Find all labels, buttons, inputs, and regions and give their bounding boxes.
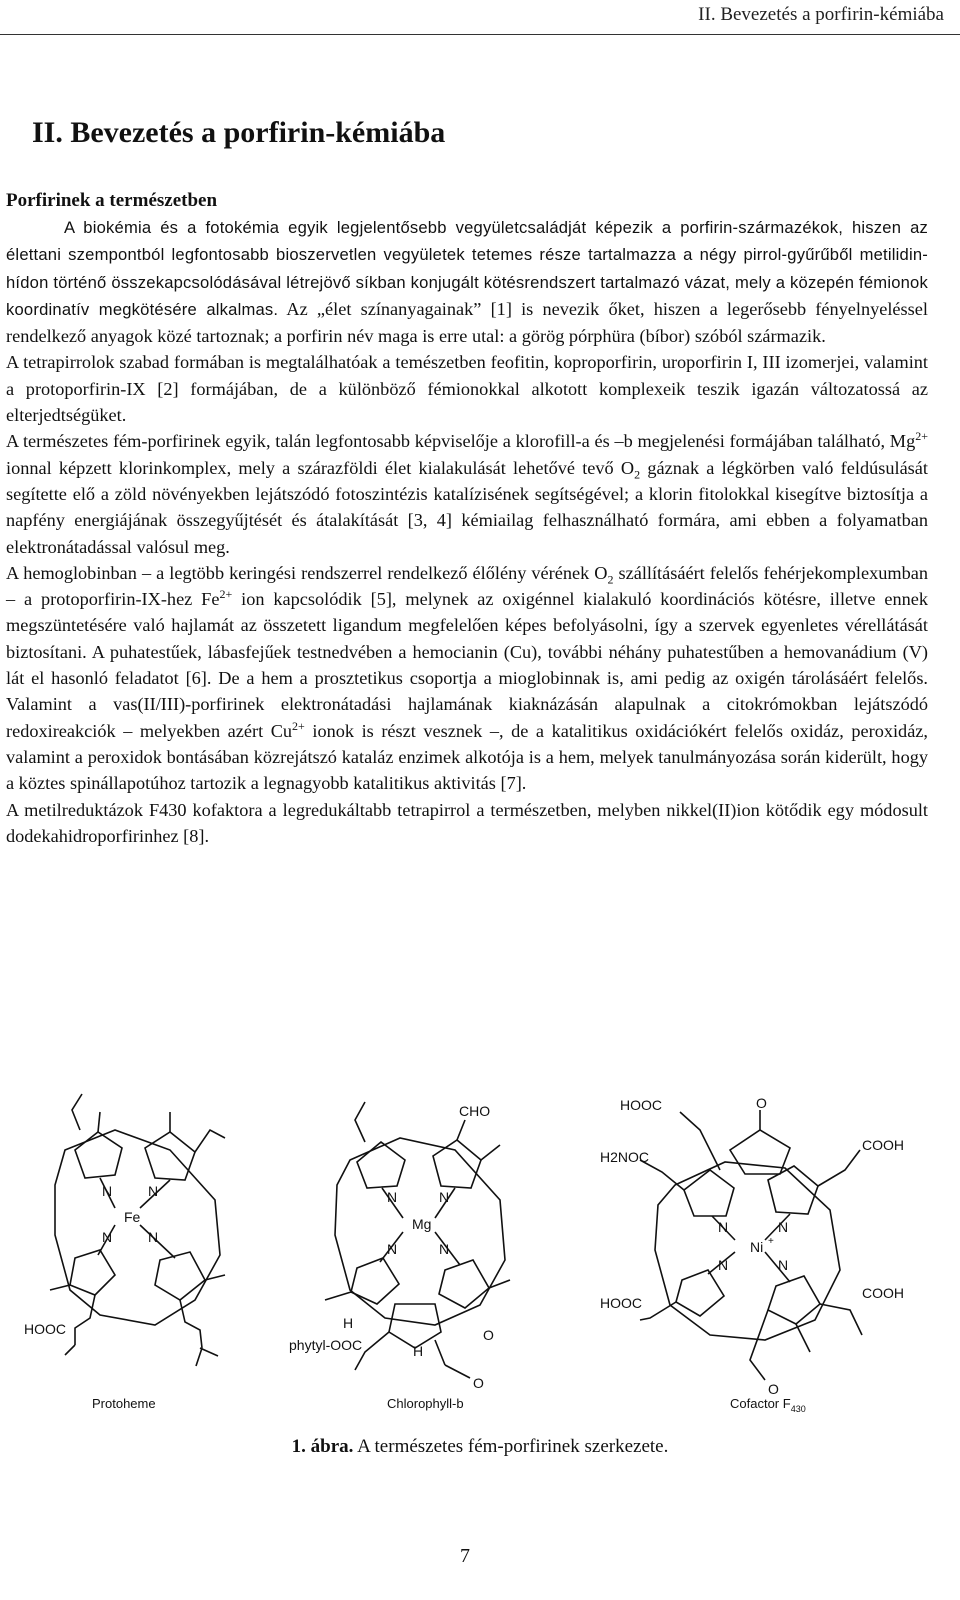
protoheme-n1: N — [102, 1183, 113, 1199]
cofactor-metal-charge: + — [768, 1236, 774, 1247]
paragraph-hemoglobin-text-2: szállításáért felelős fehérjekomplexumban – a protoporfirin-IX-hez Fe — [6, 562, 928, 610]
cofactor-n1: N — [718, 1219, 729, 1235]
cofactor-n3: N — [718, 1257, 729, 1273]
chlorophyll-label: Chlorophyll-b — [387, 1396, 464, 1411]
chlorophyll-h2: H — [343, 1315, 354, 1331]
figure-metal-porphyrins — [0, 1090, 960, 1430]
superscript: 2+ — [219, 587, 233, 602]
subscript: 2 — [634, 467, 641, 482]
chlorophyll-h1: H — [413, 1343, 424, 1359]
paragraph-chlorophyll — [6, 428, 928, 559]
paragraph-chlorophyll-text-1: A természetes fém-porfirinek egyik, talán legfontosabb képviselője a klorofill-a és –b megjelenési formájában található, Mg — [6, 431, 916, 452]
figure-caption-label: 1. ábra. — [291, 1436, 354, 1457]
cofactor-label-main: Cofactor F — [730, 1396, 791, 1411]
chlorophyll-phytyl: phytyl-OOC — [289, 1337, 363, 1353]
paragraph-intro-sans: A biokémia és a fotokémia egyik legjelentősebb vegyületcsaládját képezik a porfirin-származékok, hiszen az élettani szempontból legfontosabb bioszervetlen vegyületek tetemes része tartalmazza a négy pirrol-gyűrűből metilidin-hídon történő összekapcsolódásával létrejövő síkban konjugált kötésrendszert tartalmazó vázat, mely a közepén fémionok koordinatív megkötésére alkalmas. — [6, 218, 928, 319]
chlorophyll-metal: Mg — [412, 1216, 432, 1232]
paragraph-hemoglobin-text-3: ion kapcsolódik [5], melynek az oxigénnel kialakuló koordinációs kötésre, illetve ennek megszüntetésére való hajlamát az összetett ligandum megfelelően képes befolyásolni, így a szervek egyenletes vérellátását biztosítani. A puhatestűek, lábasfejűek testnedvében a hemocianin (Cu), további néhány puhatestűben a hemovanádium (V) lát el hasonló feladatot [6]. De a hem a prosztetikus csoportja a mioglobinnak is, ami pedig az oxigén tárolásáért felelős. Valamint a vas(II/III)-porfirinek elektronátadási hajlamának kiaknázásán alapulnak a citokrómokban lejátszódó redoxireakciók – melyekben azért Cu — [6, 589, 929, 741]
chlorophyll-o1: O — [483, 1327, 494, 1343]
chapter-title: II. Bevezetés a porfirin-kémiába — [32, 116, 446, 149]
chlorophyll-n4: N — [439, 1241, 450, 1257]
cofactor-o-bottom: O — [768, 1381, 779, 1397]
page-number: 7 — [460, 1545, 470, 1567]
protoheme-structure — [20, 1090, 270, 1420]
paragraph-intro — [6, 214, 928, 349]
running-header: II. Bevezetés a porfirin-kémiába — [698, 4, 944, 25]
paragraph-intro-serif: Az „élet színanyagainak” [1] is nevezik őket, hiszen a legerősebb fényelnyeléssel rendelkező anyagok közé tartoznak; a porfirin név maga is erre utal: a görög pórphüra (bíbor) szóból származik. — [6, 298, 928, 347]
paragraph-f430: A metilreduktázok F430 kofaktora a legredukáltabb tetrapirrol a természetben, melyben nikkel(II)ion kötődik egy módosult dodekahidroporfirinhez [8]. — [6, 799, 928, 846]
paragraph-hemoglobin-text-4: ionok is részt vesznek –, de a katalitikus oxidációkért felelős oxidáz, peroxidáz, valamint a peroxidok bontásában közrejátszó kataláz enzimek alkotója is a hem, melyek tanulmányozása során kiderült, hogy a köztes spinállapotúhoz tartozik a legnagyobb katalitikus aktivitás [7]. — [6, 720, 928, 794]
paragraph-chlorophyll-text-2: ionnal képzett klorinkomplex, mely a szárazföldi élet kialakulását lehetővé tevő O — [6, 457, 635, 478]
subscript: 2 — [607, 572, 614, 587]
cofactor-label-sub: 430 — [790, 1404, 806, 1414]
cofactor-cooh-right: COOH — [862, 1137, 904, 1153]
protoheme-metal: Fe — [124, 1209, 141, 1225]
protoheme-label: Protoheme — [92, 1396, 156, 1411]
protoheme-n4: N — [148, 1229, 159, 1245]
chlorophyll-n3: N — [387, 1241, 398, 1257]
figure-caption — [0, 1436, 960, 1458]
protoheme-n2: N — [148, 1183, 159, 1199]
cofactor-metal: Ni — [750, 1239, 764, 1255]
chlorophyll-b-structure — [285, 1090, 585, 1420]
paragraph-hemoglobin — [6, 560, 928, 797]
cofactor-f430-structure — [600, 1090, 930, 1420]
protoheme-n3: N — [102, 1229, 113, 1245]
superscript: 2+ — [915, 429, 928, 444]
cofactor-hooc-bottom: HOOC — [600, 1295, 642, 1311]
figure-caption-text: A természetes fém-porfirinek szerkezete. — [353, 1436, 669, 1457]
cofactor-hooc-top: HOOC — [620, 1097, 662, 1113]
cofactor-label — [730, 1396, 806, 1414]
cofactor-cooh-bottom: COOH — [862, 1285, 904, 1301]
cofactor-n2: N — [778, 1219, 789, 1235]
section-heading: Porfirinek a természetben — [6, 190, 218, 211]
header-rule — [0, 34, 960, 35]
chlorophyll-cho: CHO — [459, 1103, 491, 1119]
chlorophyll-n2: N — [439, 1189, 450, 1205]
chlorophyll-n1: N — [387, 1189, 398, 1205]
paragraph-hemoglobin-text-1: A hemoglobinban – a legtöbb keringési rendszerrel rendelkező élőlény vérének O — [6, 562, 608, 583]
cofactor-n4: N — [778, 1257, 789, 1273]
paragraph-tetrapyrroles: A tetrapirrolok szabad formában is megtalálhatóak a temészetben feofitin, koproporfirin, uroporfirin I, III izomerjei, valamint a protoporfirin-IX [2] formájában, de a különböző fémionokkal alkotott komplexeik teszik igazán változatossá az elterjedtségüket. — [6, 352, 928, 426]
body-text — [6, 214, 928, 849]
superscript: 2+ — [292, 718, 305, 733]
cofactor-o: O — [756, 1095, 767, 1111]
chlorophyll-o2: O — [473, 1375, 484, 1391]
paragraph-chlorophyll-text-3: gáznak a légkörben való feldúsulását segítette elő a zöld növényekben lejátszódó fotoszintézis katalízisének segítségével; a klorin fitolokkal kisegítve biztosítja a napfény energiájának összegyűjtését és átalakítását [3, 4] kémiailag felhasználható formára, ami ebben a folyamatban elektronátadással valósul meg. — [6, 457, 928, 557]
cofactor-h2noc: H2NOC — [600, 1149, 650, 1165]
protoheme-hooc: HOOC — [24, 1321, 66, 1337]
